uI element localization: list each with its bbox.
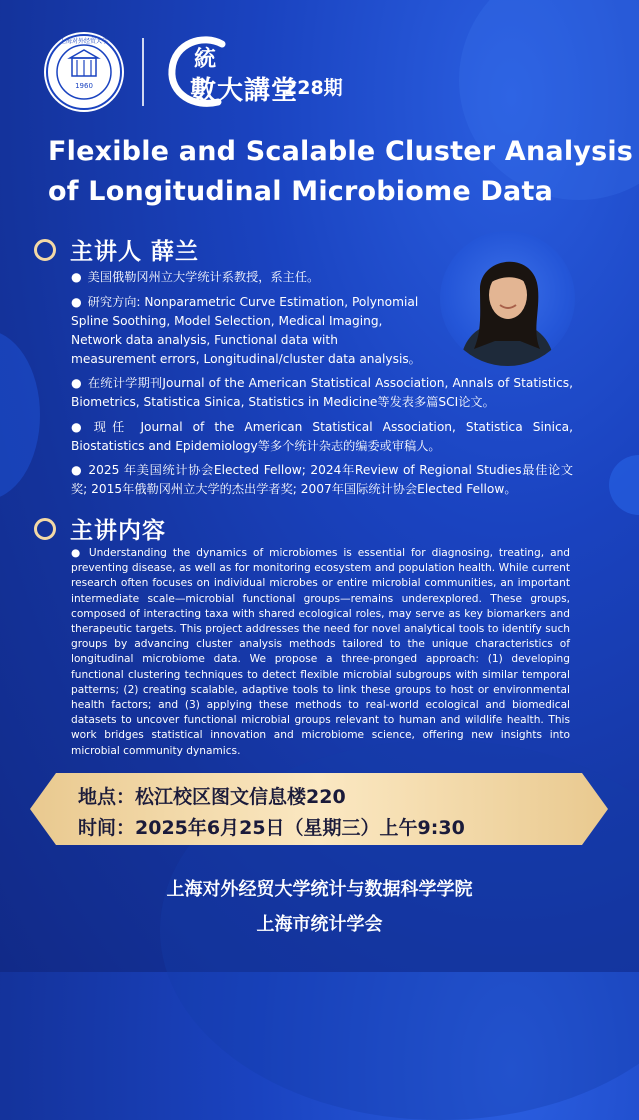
content-heading-text: 主讲内容 <box>70 518 166 544</box>
bullet-dot-icon: ● <box>71 270 82 284</box>
lecture-series-logo <box>166 34 356 110</box>
abstract-text: Understanding the dynamics of microbiomes is essential for diagnosing, treating, and preventing disease, as well as for monitoring ecosystem and population health. While current research often focuses on individual microbes or entire microbial communities, an important intermediate scale—microbial functional groups—remains underexplored. These groups, composed of interacting taxa with shared ecological roles, may serve as key biomarkers and therapeutic targets. This project addresses the need for novel analytical tools to identify such groups by advancing cluster analysis methods tailored to the unique characteristics of longitudinal microbiome data. We propose a three-pronged approach: (1) developing functional clustering techniques to detect flexible microbial subgroups with similar temporal patterns; (2) creating scalable, adaptive tools to link these groups to host or environmental health factors; and (3) applying these methods to real-world ecological and biomedical datasets to uncover functional microbial groups relevant to human and wildlife health. This work bridges statistical innovation and microbiome science, offering new insights into microbial community dynamics. <box>71 547 571 757</box>
bullet-dot-icon: ● <box>71 547 83 559</box>
university-seal-logo <box>44 32 124 112</box>
issue-number: 228期 <box>284 77 343 99</box>
seal-year: 1960 <box>75 82 93 90</box>
bio-item <box>71 374 573 412</box>
header-divider <box>142 38 144 106</box>
title-line-2: of Longitudinal Microbiome Data <box>48 176 553 207</box>
bio-item <box>71 268 573 287</box>
bio-text: 美国俄勒冈州立大学统计系教授，系主任。 <box>87 270 320 284</box>
background-decor-blob <box>0 330 40 500</box>
ring-bullet-icon <box>34 239 56 261</box>
bullet-dot-icon: ● <box>71 463 83 477</box>
speaker-photo <box>440 231 575 366</box>
bullet-dot-icon: ● <box>71 376 82 390</box>
abstract-paragraph <box>71 546 570 759</box>
ring-bullet-icon <box>34 518 56 540</box>
title-line-1: Flexible and Scalable Cluster Analysis <box>48 136 634 167</box>
organizer-school: 上海对外经贸大学统计与数据科学学院 <box>166 879 473 900</box>
background-decor-dot <box>609 455 639 515</box>
content-heading <box>34 512 166 545</box>
bullet-dot-icon: ● <box>71 295 82 309</box>
header <box>44 32 604 112</box>
bullet-dot-icon: ● <box>71 420 88 434</box>
bio-text: 研究方向: Nonparametric Curve Estimation, Polynomial Spline Soothing, Model Selection, Medical Imaging, Network data analysis, Functional data with measurement errors, Longitudinal/cluster data analysis。 <box>71 295 421 366</box>
bio-text: 现任 Journal of the American Statistical Association, Statistica Sinica, Biostatistics and Epidemiology等多个统计杂志的编委或审稿人。 <box>71 420 574 453</box>
event-info-banner <box>30 773 608 845</box>
brand-chars: 數大講堂 <box>190 76 299 106</box>
seal-text: 上海对外经贸大学 <box>59 38 109 45</box>
speaker-heading-text: 主讲人 薛兰 <box>70 239 200 265</box>
speaker-heading <box>34 233 199 266</box>
brand-char-top: 統 <box>194 46 217 72</box>
bio-text: 2025 年美国统计协会Elected Fellow; 2024年Review of Regional Studies最佳论文奖; 2015年俄勒冈州立大学的杰出学者奖; 2007年国际统计协会Elected Fellow。 <box>71 463 574 496</box>
bio-text: 在统计学期刊Journal of the American Statistical Association, Annals of Statistics, Biometrics, Statistica Sinica, Statistics in Medicine等发表多篇SCI论文。 <box>71 376 573 409</box>
bio-item <box>71 461 573 499</box>
bio-item <box>71 418 573 456</box>
organizer-society: 上海市统计学会 <box>256 914 383 935</box>
event-location: 地点：松江校区图文信息楼220 <box>78 786 346 808</box>
lecture-title <box>48 132 634 212</box>
event-time: 时间：2025年6月25日（星期三）上午9:30 <box>78 817 465 839</box>
bio-item <box>71 293 421 369</box>
